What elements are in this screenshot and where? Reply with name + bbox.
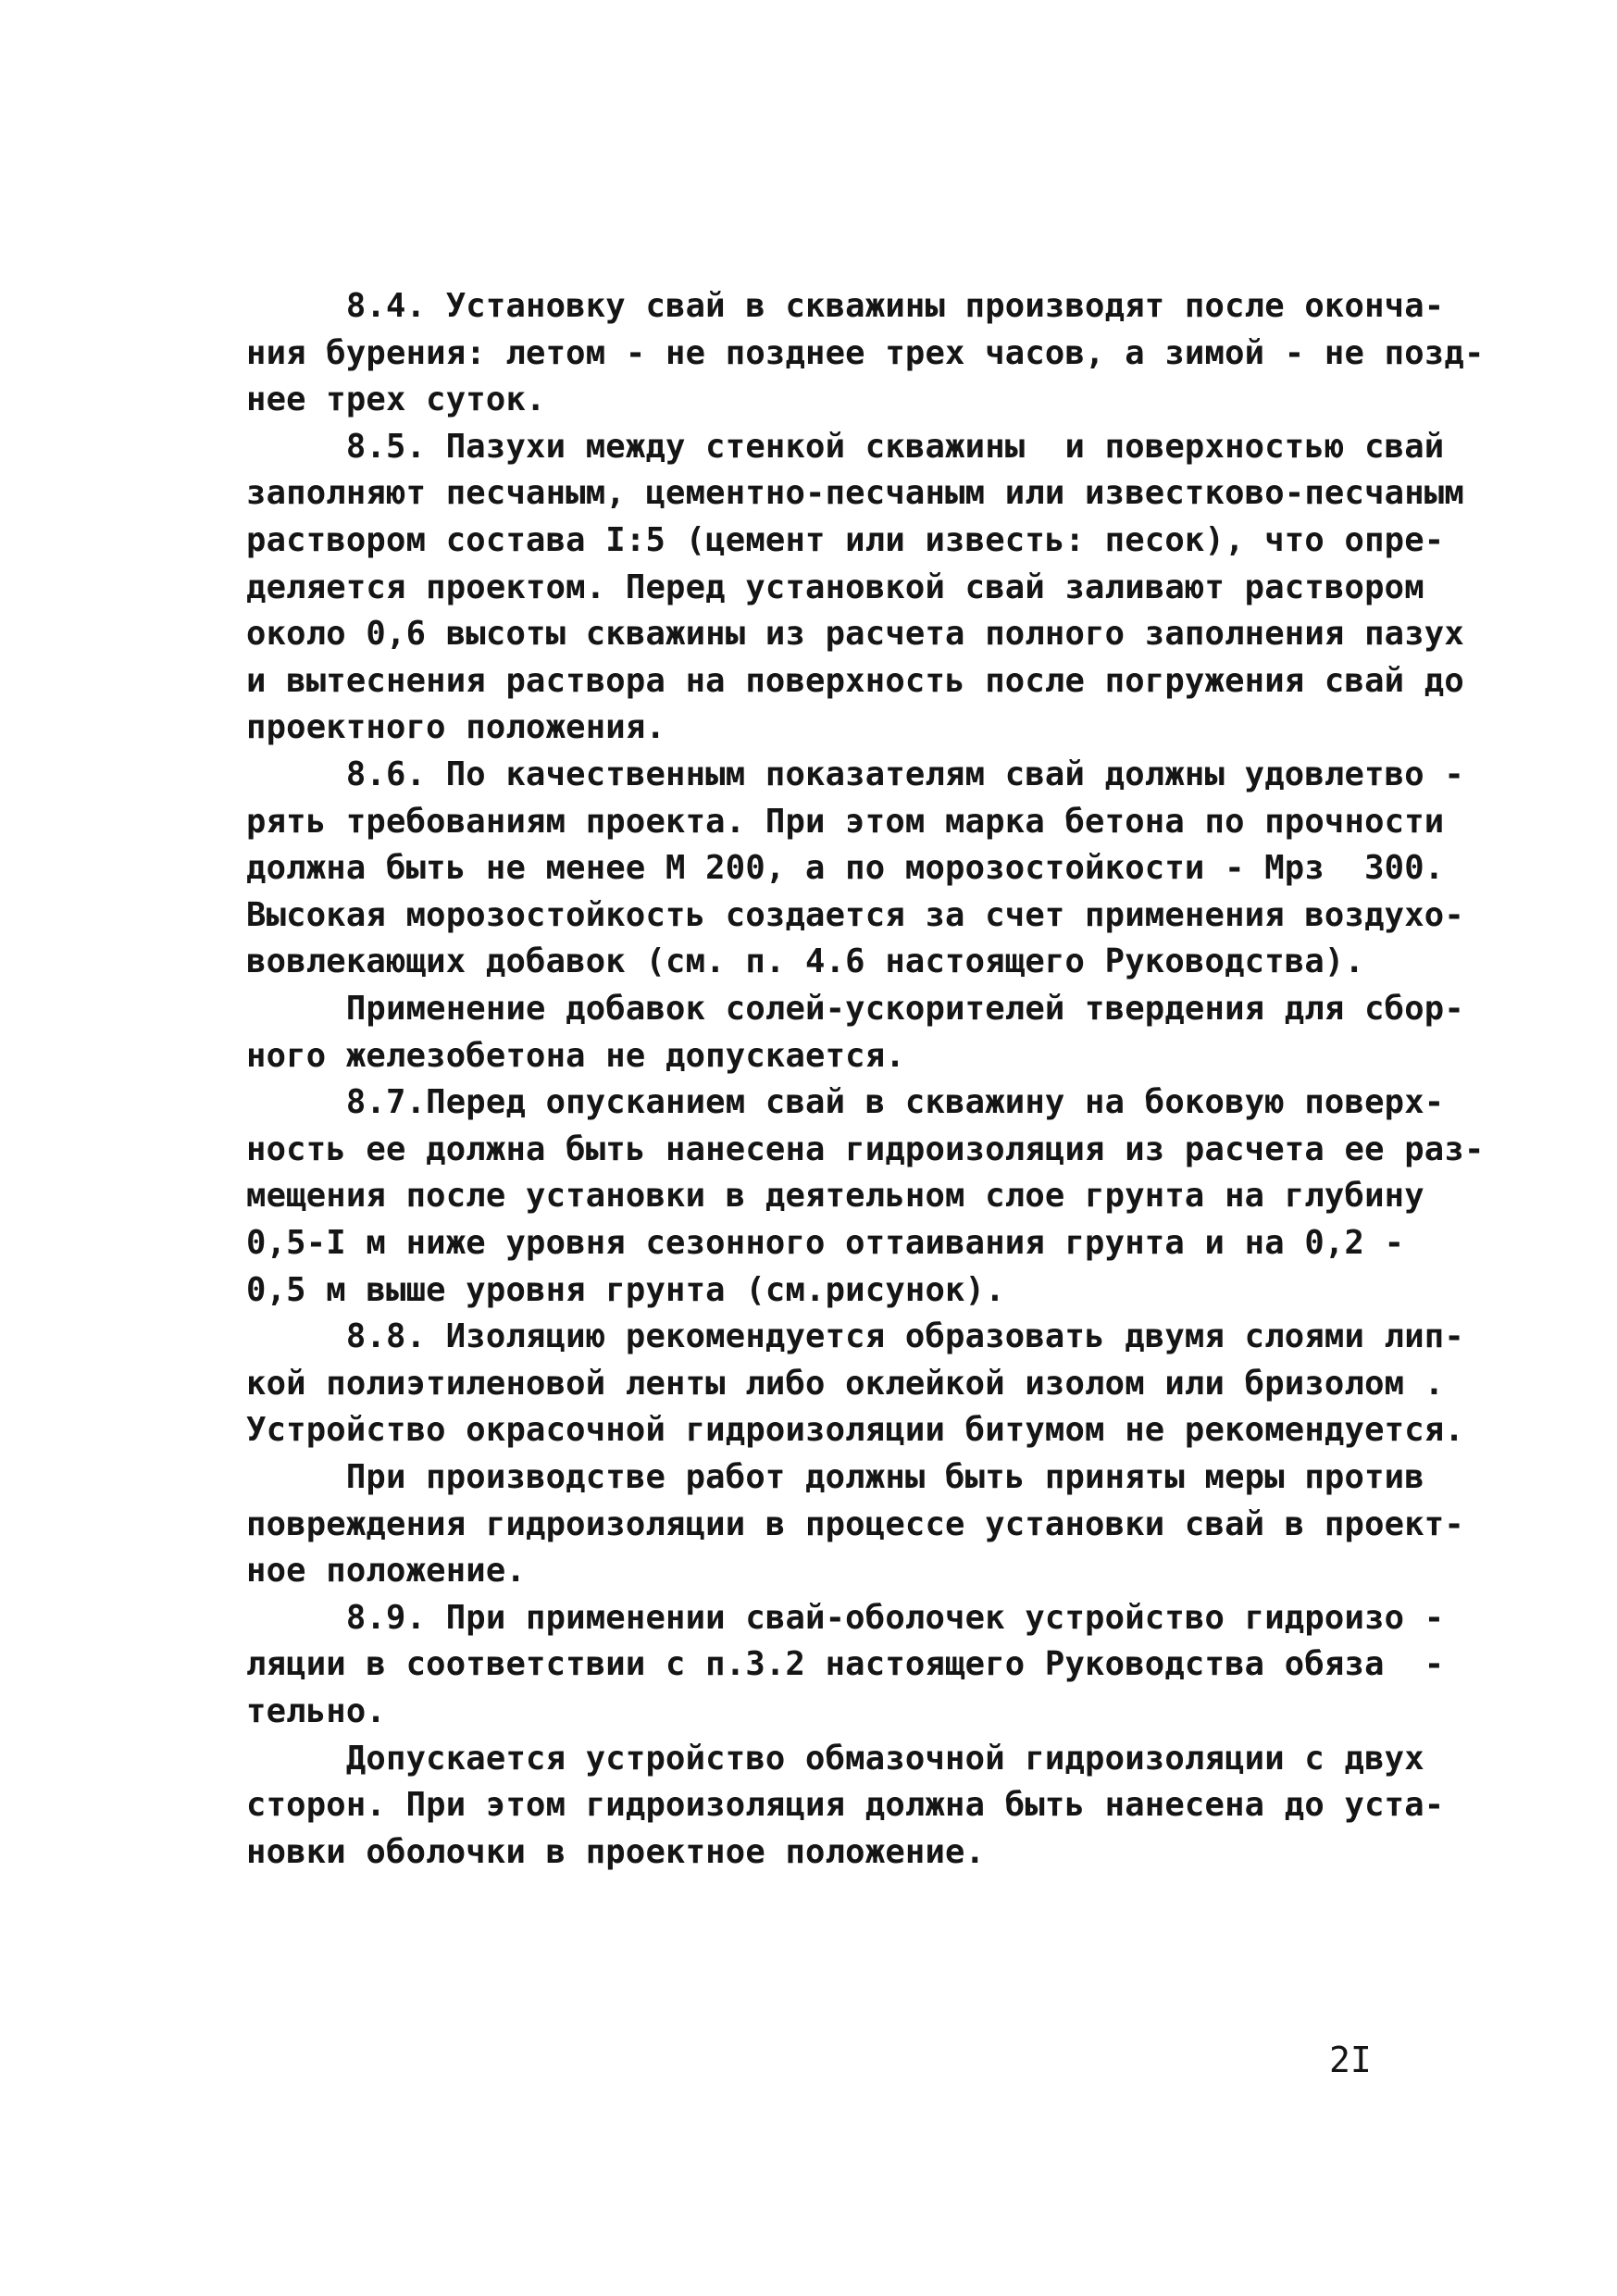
text-line: заполняют песчаным, цементно-песчаным или известково-песчаным [246,474,1464,513]
text-line: Высокая морозостойкость создается за счет применения воздухо- [246,895,1464,934]
text-line: деляется проектом. Перед установкой свай заливают раствором [246,568,1424,606]
text-line: 8.9. При применении свай-оболочек устройство гидроизо - [246,1598,1445,1637]
text-line: сторон. При этом гидроизоляция должна быть нанесена до уста- [246,1786,1445,1825]
text-line: мещения после установки в деятельном слое грунта на глубину [246,1177,1424,1216]
text-line: повреждения гидроизоляции в процессе установки свай в проект- [246,1504,1464,1543]
text-line: ность ее должна быть нанесена гидроизоляция из расчета ее раз- [246,1129,1485,1168]
text-line: раствором состава I:5 (цемент или известь: песок), что опре- [246,521,1445,559]
text-line: рять требованиям проекта. При этом марка бетона по прочности [246,802,1445,841]
text-line: 8.8. Изоляцию рекомендуется образовать двумя слоями лип- [246,1317,1464,1356]
text-line: 8.7.Перед опусканием свай в скважину на боковую поверх- [246,1083,1445,1122]
text-line: 0,5 м выше уровня грунта (см.рисунок). [246,1270,1005,1309]
text-line: Допускается устройство обмазочной гидроизоляции с двух [246,1739,1424,1778]
text-line: проектного положения. [246,708,666,747]
text-line: ное положение. [246,1552,527,1591]
text-line: 0,5-I м ниже уровня сезонного оттаивания грунта и на 0,2 - [246,1224,1405,1262]
text-line: новки оболочки в проектное положение. [246,1832,986,1871]
text-line: тельно. [246,1692,387,1730]
text-line: кой полиэтиленовой ленты либо оклейкой изолом или бризолом . [246,1364,1445,1403]
text-line: 8.6. По качественным показателям свай должны удовлетво - [246,755,1464,793]
text-line: 8.5. Пазухи между стенкой скважины и поверхностью свай [246,427,1445,466]
text-line: нее трех суток. [246,381,546,419]
text-line: Устройство окрасочной гидроизоляции битумом не рекомендуется. [246,1411,1464,1450]
text-line: и вытеснения раствора на поверхность после погружения свай до [246,661,1464,700]
text-line: Применение добавок солей-ускорителей твердения для сбор- [246,990,1464,1028]
text-line: ного железобетона не допускается. [246,1036,905,1075]
page-number: 2I [1329,2040,1372,2080]
text-line: 8.4. Установку свай в скважины производят после оконча- [246,287,1445,325]
text-line: ляции в соответствии с п.3.2 настоящего Руководства обяза - [246,1645,1445,1684]
text-line: При производстве работ должны быть приняты меры против [246,1458,1424,1496]
text-line: ния бурения: летом - не позднее трех часов, а зимой - не позд- [246,333,1485,372]
text-line: вовлекающих добавок (см. п. 4.6 настоящего Руководства). [246,942,1365,981]
text-line: около 0,6 высоты скважины из расчета полного заполнения пазух [246,615,1464,654]
text-line: должна быть не менее М 200, а по морозостойкости - Мрз 300. [246,849,1445,888]
